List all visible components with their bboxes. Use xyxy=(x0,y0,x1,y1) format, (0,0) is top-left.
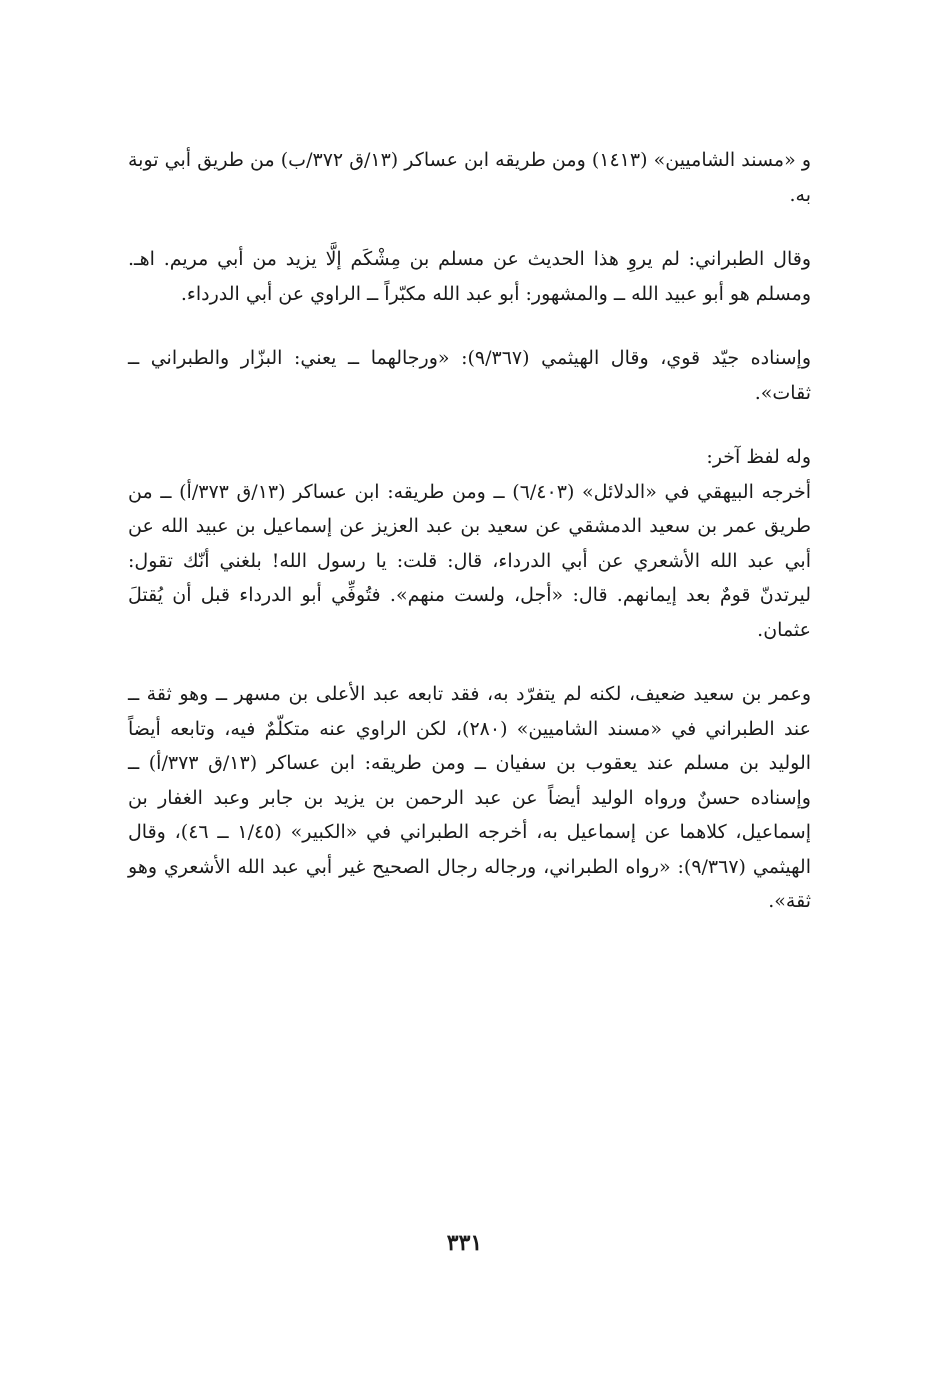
paragraph-2: وقال الطبراني: لم يروِ هذا الحديث عن مسلم بن مِشْكَم إلَّا يزيد من أبي مريم. اهـ. ومسلم هو أبو عبيد الله ــ والمشهور: أبو عبد الله مكبّراً ــ الراوي عن أبي الدرداء. xyxy=(128,248,811,305)
paragraph-5: وعمر بن سعيد ضعيف، لكنه لم يتفرّد به، فقد تابعه عبد الأعلى بن مسهر ــ وهو ثقة ــ عند الطبراني في «مسند الشاميين» (٢٨٠)، لكن الراوي عنه متكلّمٌ فيه، وتابعه أيضاً الوليد بن مسلم عند يعقوب بن سفيان ــ ومن طريقه: ابن عساكر (١٣/ق ٣٧٣/أ) ــ وإسناده حسنٌ ورواه الوليد أيضاً عن عبد الرحمن بن يزيد بن جابر وعبد الغفار بن إسماعيل، كلاهما عن إسماعيل به، أخرجه الطبراني في «الكبير» (١/٤٥ ــ ٤٦)، وقال الهيثمي (٩/٣٦٧): «رواه الطبراني، ورجاله رجال الصحيح غير أبي عبد الله الأشعري وهو ثقة». xyxy=(128,683,812,912)
paragraph-4: أخرجه البيهقي في «الدلائل» (٦/٤٠٣) ــ ومن طريقه: ابن عساكر (١٣/ق ٣٧٣/أ) ــ من طريق عمر بن سعيد الدمشقي عن سعيد بن عبد العزيز عن إسماعيل بن عبيد الله عن أبي عبد الله الأشعري عن أبي الدرداء، قال: قلت: يا رسول الله! بلغني أنّك تقول: ليرتدنّ قومٌ بعد إيمانهم. قال: «أجل، ولست منهم». فتُوفِّي أبو الدرداء قبل أن يُقتلَ عثمان. xyxy=(128,480,811,641)
paragraph-1: و «مسند الشاميين» (١٤١٣) ومن طريقه ابن عساكر (١٣/ق ٣٧٢/ب) من طريق أبي توبة به. xyxy=(128,149,811,206)
paragraph-3: وإسناده جيّد قوي، وقال الهيثمي (٩/٣٦٧): «ورجالهما ــ يعني: البزّار والطبراني ــ ثقات». xyxy=(128,347,811,404)
page-number: ٣٣١ xyxy=(446,1230,483,1256)
paragraph-heading: وله لفظ آخر: xyxy=(706,446,811,468)
body-text xyxy=(128,143,811,919)
